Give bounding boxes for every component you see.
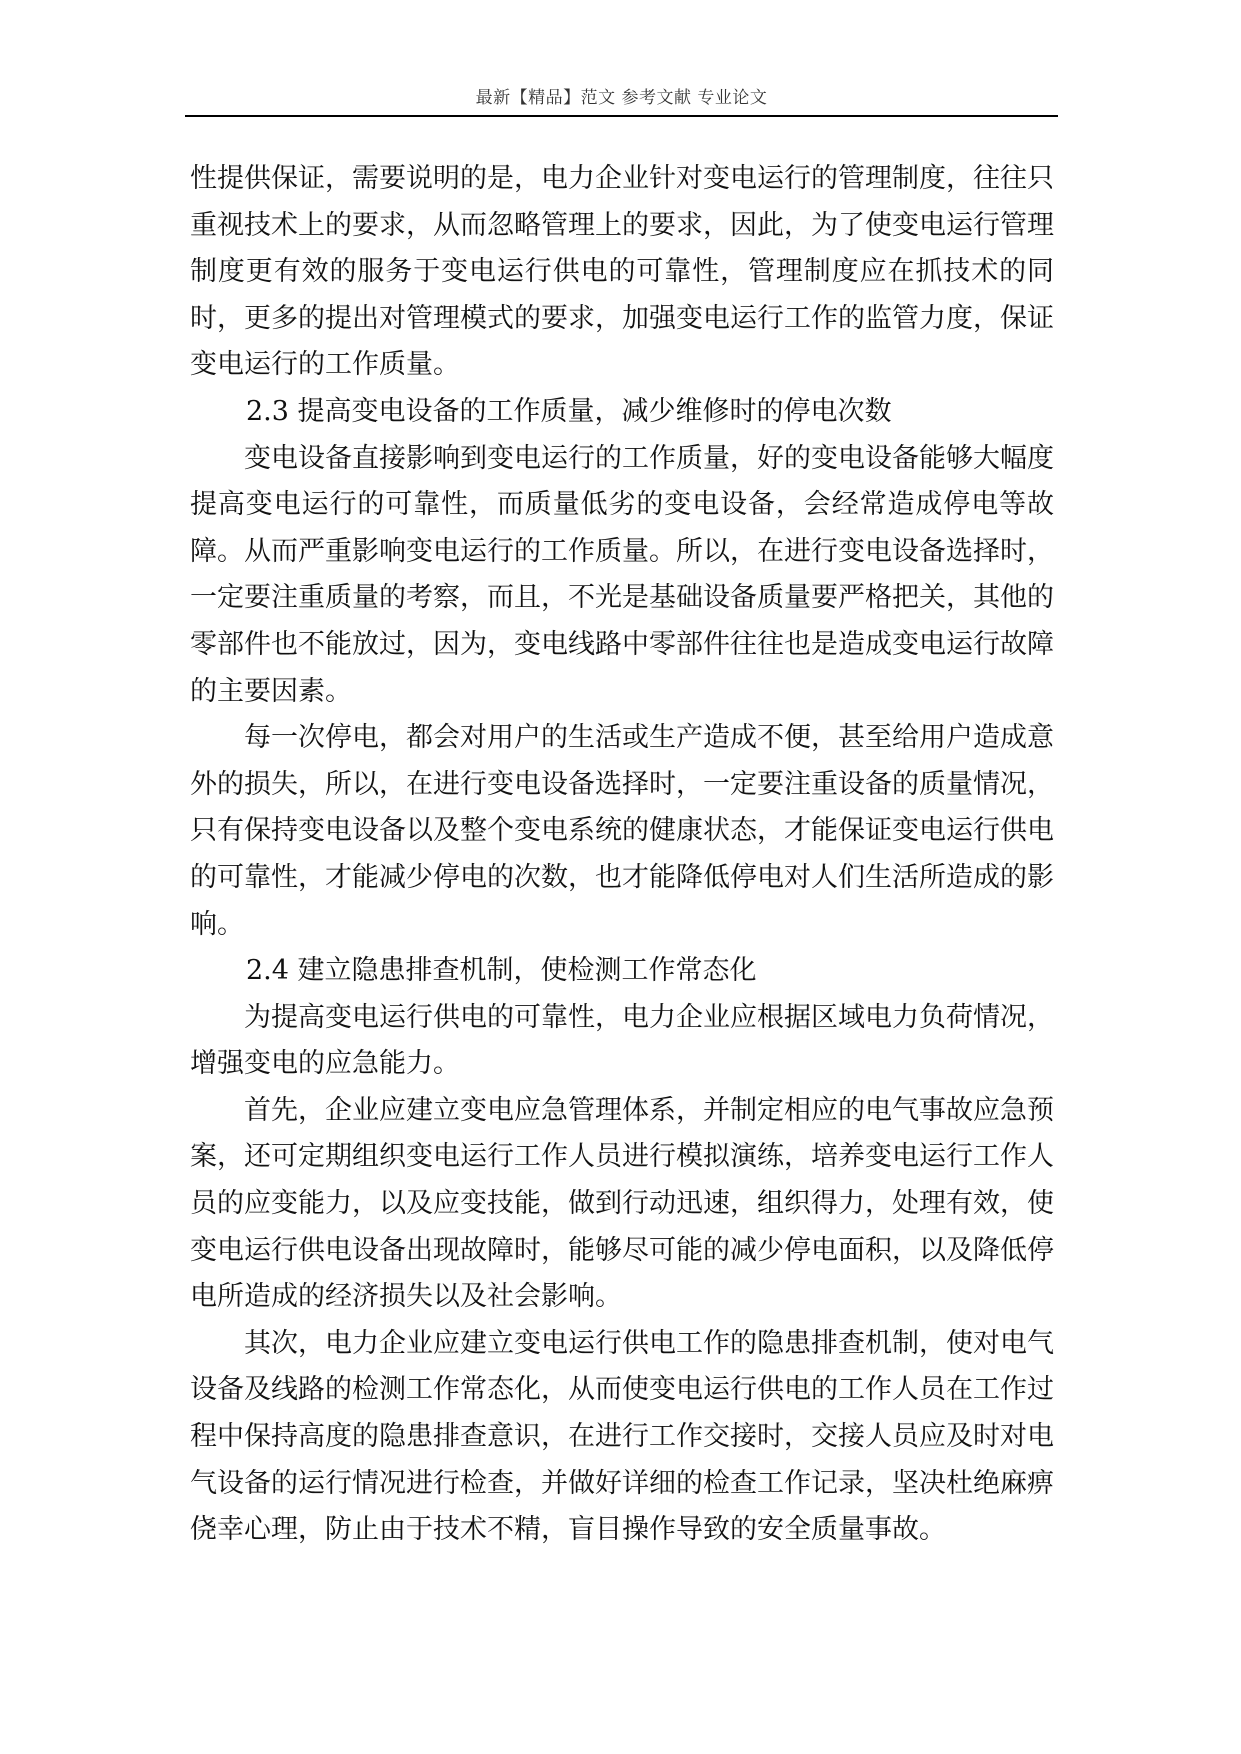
header-divider bbox=[185, 115, 1058, 117]
page-header: 最新【精品】范文 参考文献 专业论文 bbox=[475, 88, 768, 108]
paragraph-outage-impact: 每一次停电，都会对用户的生活或生产造成不便，甚至给用户造成意外的损失，所以，在进行变电设备选择时，一定要注重设备的质量情况，只有保持变电设备以及整个变电系统的健康状态，才能保证变电运行供电的可靠性，才能减少停电的次数，也才能降低停电对人们生活所造成的影响。 bbox=[190, 722, 1054, 940]
section-heading-2-4: 2.4 建立隐患排查机制，使检测工作常态化 bbox=[246, 955, 757, 987]
paragraph-hazard-inspection: 其次，电力企业应建立变电运行供电工作的隐患排查机制，使对电气设备及线路的检测工作常态化，从而使变电运行供电的工作人员在工作过程中保持高度的隐患排查意识，在进行工作交接时，交接人员应及时对电气设备的运行情况进行检查，并做好详细的检查工作记录，坚决杜绝麻痹侥幸心理，防止由于技术不精，盲目操作导致的安全质量事故。 bbox=[190, 1327, 1054, 1546]
paragraph-continuation: 性提供保证，需要说明的是，电力企业针对变电运行的管理制度，往往只重视技术上的要求，从而忽略管理上的要求，因此，为了使变电运行管理制度更有效的服务于变电运行供电的可靠性，管理制度应在抓技术的同时，更多的提出对管理模式的要求，加强变电运行工作的监管力度，保证变电运行的工作质量。 bbox=[190, 163, 1054, 381]
section-heading-2-3: 2.3 提高变电设备的工作质量，减少维修时的停电次数 bbox=[246, 395, 892, 427]
paragraph-emergency-capability: 为提高变电运行供电的可靠性，电力企业应根据区域电力负荷情况，增强变电的应急能力。 bbox=[190, 1001, 1054, 1080]
paragraph-emergency-plan: 首先，企业应建立变电应急管理体系，并制定相应的电气事故应急预案，还可定期组织变电运行工作人员进行模拟演练，培养变电运行工作人员的应变能力，以及应变技能，做到行动迅速，组织得力，处理有效，使变电运行供电设备出现故障时，能够尽可能的减少停电面积，以及降低停电所造成的经济损失以及社会影响。 bbox=[190, 1094, 1054, 1313]
paragraph-equipment-quality: 变电设备直接影响到变电运行的工作质量，好的变电设备能够大幅度提高变电运行的可靠性，而质量低劣的变电设备，会经常造成停电等故障。从而严重影响变电运行的工作质量。所以，在进行变电设备选择时，一定要注重质量的考察，而且，不光是基础设备质量要严格把关，其他的零部件也不能放过，因为，变电线路中零部件往往也是造成变电运行故障的主要因素。 bbox=[190, 442, 1054, 707]
document-body bbox=[190, 156, 1054, 1554]
